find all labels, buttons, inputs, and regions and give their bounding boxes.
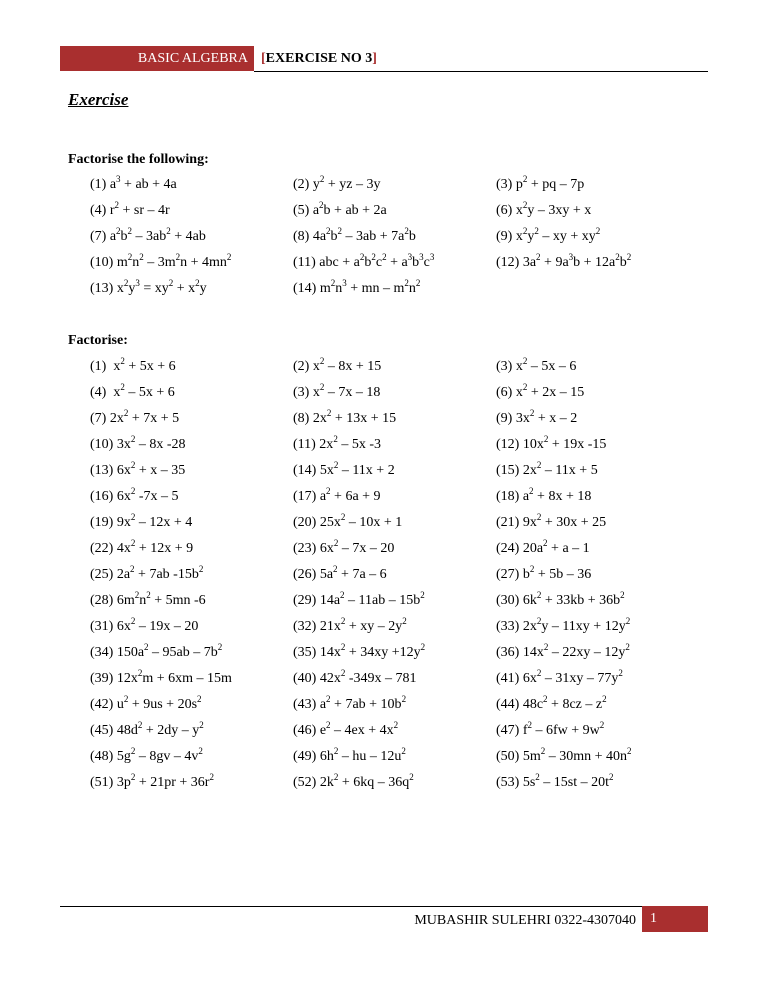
section1-exercise-item: (4) $r^2$ + sr – 4r — [90, 200, 170, 218]
header-exercise — [261, 46, 377, 71]
footer-page-number — [642, 906, 708, 932]
section1-exercise-item: (14) $m^2n^3$ + mn – $m^2n^2$ — [293, 278, 421, 296]
section2-exercise-item: (33) $2x^2y - 11xy + 12y^2$ — [496, 616, 631, 634]
header-rule — [254, 71, 708, 72]
section2-exercise-item: (29) $14a^2 - 11ab - 15b^2$ — [293, 590, 425, 608]
section2-exercise-row — [90, 356, 710, 385]
section1-heading: Factorise the following: — [68, 152, 209, 167]
section2-exercise-item: (8) $2x^2 + 13x + 15$ — [293, 408, 397, 426]
footer-author: MUBASHIR SULEHRI 0322-4307040 — [414, 913, 636, 928]
section2-exercise-item: (41) $6x^2 - 31xy - 77y^2$ — [496, 668, 623, 686]
section2-exercise-row — [90, 434, 710, 463]
section2-exercise-item: (31) $6x^2 - 19x - 20$ — [90, 616, 199, 634]
section1-exercise-item: (11) abc + $a^2b^2c^2 + a^3b^3c^3$ — [293, 252, 435, 270]
section2-exercise-item: (23) $6x^2 - 7x - 20$ — [293, 538, 395, 556]
header-bracket-close: ] — [372, 51, 377, 66]
section2-exercise-item: (46) $e^2 - 4ex + 4x^2$ — [293, 720, 399, 738]
section2-exercise-item: (15) $2x^2 - 11x + 5$ — [496, 460, 598, 478]
section2-exercise-item: (50) $5m^2 - 30mn + 40n^2$ — [496, 746, 632, 764]
section1-exercise-item: (1) $a^3$ + ab + 4a — [90, 174, 177, 192]
section1-exercise-row — [90, 278, 710, 307]
section1-exercise-item: (6) $x^2y - 3xy + x$ — [496, 200, 592, 218]
section2-exercise-row — [90, 590, 710, 619]
section2-exercise-item: (19) $9x^2 - 12x + 4$ — [90, 512, 193, 530]
section2-exercise-item: (49) $6h^2$ – hu – $12u^2$ — [293, 746, 406, 764]
section2-exercise-item: (16) $6x^2$ -7x – 5 — [90, 486, 179, 504]
section1-exercise-item: (12) $3a^2 + 9a^3b + 12a^2b^2$ — [496, 252, 632, 270]
section2-exercise-row — [90, 460, 710, 489]
section1-exercise-row — [90, 200, 710, 229]
section1-exercise-grid — [90, 174, 710, 307]
section2-exercise-item: (10) $3x^2 - 8x$ -28 — [90, 434, 186, 452]
section2-exercise-item: (22) $4x^2 + 12x + 9$ — [90, 538, 194, 556]
footer-rule — [60, 906, 642, 907]
section2-exercise-item: (7) $2x^2 + 7x + 5$ — [90, 408, 180, 426]
section2-exercise-item: (35) $14x^2 + 34xy +12y^2$ — [293, 642, 426, 660]
page-number-label: 1 — [650, 911, 657, 926]
section2-exercise-row — [90, 720, 710, 749]
section1-exercise-item: (3) $p^2$ + pq – 7p — [496, 174, 585, 192]
header-exercise-label: EXERCISE NO 3 — [265, 51, 373, 66]
section2-exercise-row — [90, 382, 710, 411]
section2-exercise-item: (13) $6x^2 + x - 35$ — [90, 460, 186, 478]
section2-exercise-row — [90, 668, 710, 697]
section2-exercise-item: (27) $b^2 + 5b - 36$ — [496, 564, 592, 582]
section1-exercise-row — [90, 174, 710, 203]
section1-exercise-item: (5) $a^2b$ + ab + 2a — [293, 200, 387, 218]
section2-exercise-grid — [90, 356, 710, 801]
section2-exercise-item: (25) $2a^2 + 7ab$ $-15b^2$ — [90, 564, 204, 582]
section1-exercise-item: (7) $a^2b^2 - 3ab^2 + 4ab$ — [90, 226, 206, 244]
section2-exercise-item: (24) $20a^2 + a - 1$ — [496, 538, 590, 556]
section2-exercise-item: (39) $12x^2m + 6xm - 15m$ — [90, 668, 232, 686]
section2-exercise-row — [90, 486, 710, 515]
section2-exercise-item: (11) $2x^2 - 5x$ -3 — [293, 434, 381, 452]
section2-exercise-row — [90, 408, 710, 437]
section2-exercise-item: (30) $6k^2 + 33kb + 36b^2$ — [496, 590, 625, 608]
section1-exercise-item: (2) $y^2$ + yz – 3y — [293, 174, 381, 192]
section2-exercise-item: (18) $a^2 + 8x + 18$ — [496, 486, 592, 504]
section2-exercise-row — [90, 772, 710, 801]
section2-exercise-row — [90, 538, 710, 567]
section2-exercise-item: (40) $42x^2$ -349x – 781 — [293, 668, 417, 686]
section2-exercise-item: (43) $a^2 + 7ab + 10b^2$ — [293, 694, 407, 712]
section2-exercise-item: (32) $21x^2$ + xy – $2y^2$ — [293, 616, 407, 634]
section1-exercise-item: (13) $x^2y^3 = xy^2 + x^2y$ — [90, 278, 207, 296]
section1-exercise-item: (9) $x^2y^2$ – xy + $xy^2$ — [496, 226, 601, 244]
section2-exercise-row — [90, 694, 710, 723]
section2-exercise-item: (3) $x^2 - 7x - 18$ — [293, 382, 381, 400]
section1-exercise-item: (8) $4a^2b^2 - 3ab + 7a^2b$ — [293, 226, 416, 244]
section2-exercise-row — [90, 616, 710, 645]
section2-exercise-item: (3) $x^2 - 5x - 6$ — [496, 356, 577, 374]
section2-exercise-item: (21) $9x^2 + 30x + 25$ — [496, 512, 607, 530]
section2-exercise-item: (9) $3x^2 + x - 2$ — [496, 408, 578, 426]
section2-exercise-item: (45) $48d^2 + 2dy - y^2$ — [90, 720, 204, 738]
section2-exercise-item: (17) $a^2 + 6a + 9$ — [293, 486, 381, 504]
section2-exercise-row — [90, 746, 710, 775]
section2-exercise-item: (42) $u^2 + 9us + 20s^2$ — [90, 694, 202, 712]
section2-exercise-item: (12) $10x^2 + 19x$ -15 — [496, 434, 607, 452]
section2-exercise-item: (51) $3p^2 + 21pr + 36r^2$ — [90, 772, 214, 790]
section2-exercise-item: (47) $f^2 - 6fw + 9w^2$ — [496, 720, 605, 738]
section1-exercise-row — [90, 252, 710, 281]
section2-exercise-item: (34) $150a^2 - 95ab - 7b^2$ — [90, 642, 223, 660]
section2-exercise-row — [90, 564, 710, 593]
section2-exercise-item: (14) $5x^2 - 11x + 2$ — [293, 460, 395, 478]
header-bracket-open: [ — [261, 51, 266, 66]
section2-exercise-item: (48) $5g^2 - 8gv - 4v^2$ — [90, 746, 203, 764]
section2-exercise-item: (36) $14x^2 - 22xy - 12y^2$ — [496, 642, 630, 660]
page-title: Exercise — [68, 90, 129, 109]
header-course-banner — [60, 46, 254, 71]
section2-exercise-row — [90, 642, 710, 671]
section2-exercise-item: (53) $5s^2 - 15st - 20t^2$ — [496, 772, 614, 790]
section2-exercise-item: (4) $x^2 - 5x + 6$ — [90, 382, 175, 400]
section1-exercise-item: (10) $m^2n^2 - 3m^2n + 4mn^2$ — [90, 252, 232, 270]
section2-exercise-item: (20) $25x^2 - 10x + 1$ — [293, 512, 403, 530]
header-course-label: BASIC ALGEBRA — [137, 51, 248, 66]
section2-exercise-item: (2) $x^2 - 8x + 15$ — [293, 356, 382, 374]
section2-exercise-item: (52) $2k^2 + 6kq - 36q^2$ — [293, 772, 414, 790]
section2-exercise-row — [90, 512, 710, 541]
section2-exercise-item: (26) $5a^2 + 7a - 6$ — [293, 564, 387, 582]
section2-exercise-item: (1) $x^2 + 5x + 6$ — [90, 356, 176, 374]
section2-heading: Factorise: — [68, 333, 128, 348]
section2-exercise-item: (6) $x^2 + 2x - 15$ — [496, 382, 585, 400]
section2-exercise-item: (44) $48c^2 + 8cz - z^2$ — [496, 694, 607, 712]
section2-exercise-item: (28) $6m^2n^2 + 5mn$ -6 — [90, 590, 206, 608]
